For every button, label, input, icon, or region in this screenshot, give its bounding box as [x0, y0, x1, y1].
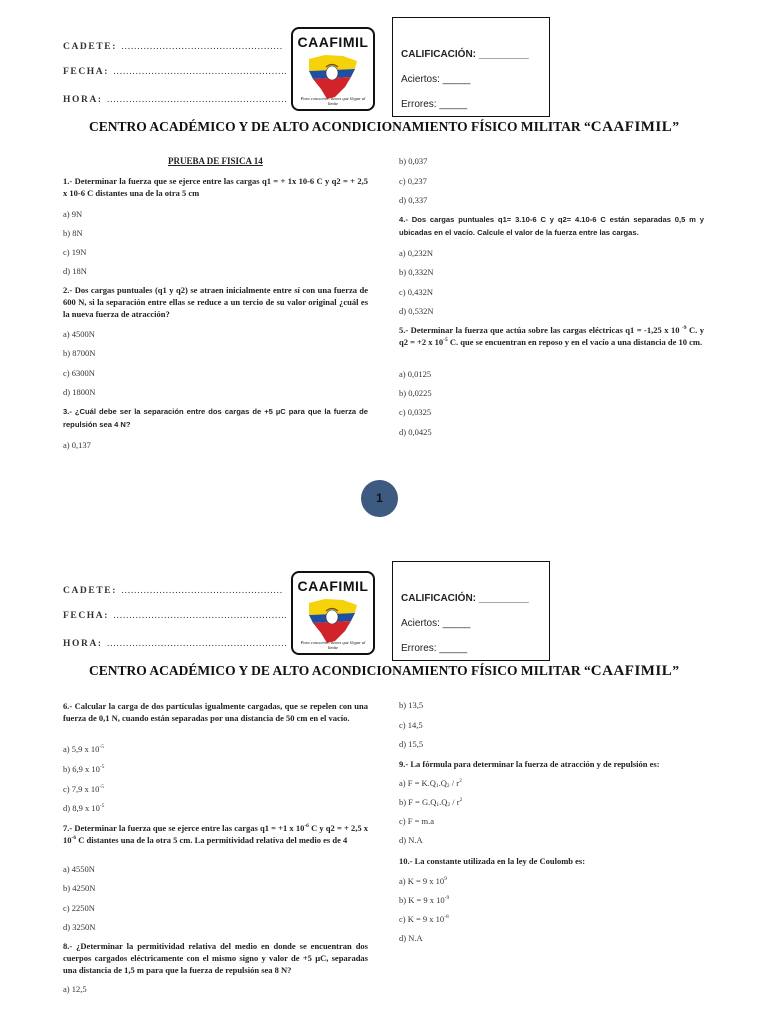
hora-dots: …………………………………………………	[106, 95, 288, 105]
fecha-label: FECHA:	[63, 611, 110, 621]
cadete-label: CADETE:	[63, 586, 117, 596]
question-3: 3.- ¿Cuál debe ser la separación entre dos cargas de +5 µC para que la fuerza de repulsión sea 4 N?	[63, 407, 368, 429]
q10-c-base: c) K = 9 x 10	[399, 914, 445, 924]
question-10: 10.- La constante utilizada en la ley de Coulomb es:	[399, 856, 586, 866]
q9-b-part: / r	[450, 797, 460, 807]
q2-option-b: b) 8700N	[63, 348, 96, 358]
hora-dots: …………………………………………………	[106, 639, 288, 649]
cadete-field	[63, 42, 282, 52]
q5-text-b: C. y q2 = +2 x 10	[399, 325, 704, 347]
question-2: 2.- Dos cargas puntuales (q1 y q2) se atraen inicialmente entre sí con una fuerza de 600 N, si la separación entre ellas se reduce a un tercio de su valor original ¿cuál es la nueva fuerza de atracción?	[63, 285, 368, 319]
hora-label: HORA:	[63, 95, 103, 105]
ecuador-map-icon	[305, 597, 361, 645]
caafimil-logo	[291, 27, 375, 111]
q4-option-c: c) 0,432N	[399, 287, 433, 297]
q5-option-c: c) 0,0325	[399, 407, 432, 417]
q8-option-a: a) 12,5	[63, 984, 87, 994]
q9-b-part: .Q	[439, 797, 448, 807]
q10-a-exp: 9	[444, 876, 447, 882]
q3-option-a: a) 0,137	[63, 440, 91, 450]
fecha-field	[63, 67, 286, 77]
question-7	[63, 822, 368, 846]
q10-a-base: a) K = 9 x 10	[399, 876, 445, 886]
q9-option-a	[399, 778, 462, 788]
q7-option-a: a) 4550N	[63, 864, 95, 874]
q4-option-a: a) 0,232N	[399, 248, 433, 258]
q9-b-sub1: 1	[436, 802, 440, 808]
q6-a-base: a) 5,9 x 10	[63, 744, 100, 754]
logo-text: CAAFIMIL	[297, 578, 369, 594]
logo-text: CAAFIMIL	[297, 34, 369, 50]
q6-option-d	[63, 803, 104, 813]
q6-d-base: d) 8,9 x 10	[63, 803, 100, 813]
calificacion-label: CALIFICACIÓN: _________	[401, 49, 529, 60]
q6-a-exp: -5	[99, 744, 104, 750]
q7-text-c: C distantes una de la otra 5 cm. La permitividad relativa del medio es de 4	[76, 835, 348, 845]
logo-slogan: Para conocerte, tienes que llegar al límite	[300, 96, 366, 106]
grade-box	[392, 17, 550, 117]
question-6: 6.- Calcular la carga de dos partículas igualmente cargadas, que se repelen con una fuerza de 0,1 N, cuando están separadas por una distancia de 50 cm en el vacío.	[63, 701, 368, 723]
q3-option-c: c) 0,237	[399, 176, 427, 186]
q2-option-c: c) 6300N	[63, 368, 95, 378]
q6-b-base: b) 6,9 x 10	[63, 764, 100, 774]
q7-option-c: c) 2250N	[63, 903, 95, 913]
page-title-2	[0, 663, 768, 680]
fecha-dots: ……………………………………………….	[113, 67, 287, 77]
q6-c-base: c) 7,9 x 10	[63, 784, 100, 794]
q6-option-b	[63, 764, 104, 774]
q5-option-d: d) 0,0425	[399, 427, 432, 437]
q5-option-b: b) 0,0225	[399, 388, 432, 398]
q2-option-a: a) 4500N	[63, 329, 95, 339]
q1-option-a: a) 9N	[63, 209, 83, 219]
q7-text-b: C y q2 = + 2,5 x 10	[63, 823, 368, 845]
aciertos-label: Aciertos: _____	[401, 618, 471, 629]
ecuador-map-icon	[305, 53, 361, 101]
q7-exp-a: -6	[304, 823, 309, 829]
caafimil-logo-2	[291, 571, 375, 655]
q9-a-sub2: 2	[446, 783, 450, 789]
q5-option-a: a) 0,0125	[399, 369, 432, 379]
q5-exp-b: -5	[443, 337, 448, 343]
q8-option-b: b) 13,5	[399, 700, 424, 710]
q9-b-part: b) F = G.Q	[399, 797, 437, 807]
q3-option-d: d) 0,337	[399, 195, 428, 205]
aciertos-label: Aciertos: _____	[401, 74, 471, 85]
question-8: 8.- ¿Determinar la permitividad relativa del medio en donde se encuentran dos cuerpos cargados eléctricamente con el mismo signo y valor de +5 µC, separadas una distancia de 1,5 m para que la fuerza de repulsión sea 8 N?	[63, 941, 368, 975]
q7-text-a: 7.- Determinar la fuerza que se ejerce entre las cargas q1 = +1 x 10	[63, 823, 305, 833]
page-title	[0, 119, 768, 136]
q10-b-base: b) K = 9 x 10	[399, 895, 445, 905]
q9-a-part: .Q	[438, 778, 447, 788]
title-name: CAAFIMIL	[590, 663, 673, 679]
q7-option-d: d) 3250N	[63, 922, 96, 932]
title-name: CAAFIMIL	[590, 119, 673, 135]
fecha-dots: ……………………………………………….	[113, 611, 287, 621]
hora-field	[63, 95, 287, 105]
q9-b-sub2: 2	[447, 802, 451, 808]
q1-option-b: b) 8N	[63, 228, 83, 238]
q9-b-exp: 2	[459, 797, 463, 803]
cadete-dots: ……………………………………………	[120, 586, 283, 596]
title-prefix: CENTRO ACADÉMICO Y DE ALTO ACONDICIONAMIENTO FÍSICO MILITAR “	[88, 119, 591, 134]
q6-option-a	[63, 744, 104, 754]
fecha-field-2	[63, 611, 286, 621]
q10-option-b	[399, 895, 449, 905]
question-5	[399, 324, 704, 348]
q5-text-c: C. que se encuentran en reposo y en el vacío a una distancia de 10 cm.	[447, 337, 703, 347]
q9-a-part: a) F = K.Q	[399, 778, 436, 788]
question-1: 1.- Determinar la fuerza que se ejerce entre las cargas q1 = + 1x 10-6 C y q2 = + 2,5 x 10-6 C distantes una de la otra 5 cm	[63, 176, 368, 198]
q9-a-sub1: 1	[435, 783, 439, 789]
q10-option-d: d) N.A	[399, 933, 423, 943]
grade-box-2	[392, 561, 550, 661]
q2-option-d: d) 1800N	[63, 387, 96, 397]
q6-b-exp: -5	[99, 764, 105, 770]
calificacion-label: CALIFICACIÓN: _________	[401, 593, 529, 604]
q8-option-d: d) 15,5	[399, 739, 424, 749]
errores-label: Errores: _____	[401, 643, 468, 654]
q9-a-part: / r	[449, 778, 460, 788]
q7-exp-b: -6	[71, 835, 77, 841]
q7-option-b: b) 4250N	[63, 883, 96, 893]
q10-option-c	[399, 914, 449, 924]
q10-b-exp: -9	[444, 895, 450, 901]
cadete-field-2	[63, 586, 282, 596]
q5-exp-a: -9	[681, 325, 687, 331]
q6-option-c	[63, 784, 104, 794]
q9-option-b	[399, 797, 462, 807]
q4-option-b: b) 0,332N	[399, 267, 434, 277]
test-subtitle: PRUEBA DE FISICA 14	[168, 156, 263, 166]
hora-label: HORA:	[63, 639, 103, 649]
errores-label: Errores: _____	[401, 99, 468, 110]
cadete-dots: ……………………………………………	[120, 42, 283, 52]
q9-option-c: c) F = m.a	[399, 816, 435, 826]
q1-option-d: d) 18N	[63, 266, 87, 276]
cadete-label: CADETE:	[63, 42, 117, 52]
question-4: 4.- Dos cargas puntuales q1= 3.10-6 C y q2= 4.10-6 C están separadas 0,5 m y ubicadas en el vacío. Calcule el valor de la fuerza entre las cargas.	[399, 215, 704, 237]
page-number-badge: 1	[361, 480, 398, 517]
q8-option-c: c) 14,5	[399, 720, 423, 730]
q3-option-b: b) 0,037	[399, 156, 428, 166]
q9-option-d: d) N.A	[399, 835, 423, 845]
q10-option-a	[399, 876, 447, 886]
q10-c-exp: -8	[444, 914, 449, 920]
q5-text-a: 5.- Determinar la fuerza que actúa sobre las cargas eléctricas q1 = -1,25 x 10	[399, 325, 682, 335]
title-prefix: CENTRO ACADÉMICO Y DE ALTO ACONDICIONAMIENTO FÍSICO MILITAR “	[88, 663, 591, 678]
q4-option-d: d) 0,532N	[399, 306, 434, 316]
hora-field-2	[63, 639, 287, 649]
logo-slogan: Para conocerte, tienes que llegar al límite	[300, 640, 366, 650]
q1-option-c: c) 19N	[63, 247, 87, 257]
fecha-label: FECHA:	[63, 67, 110, 77]
q6-d-exp: -5	[99, 803, 105, 809]
title-suffix: ”	[672, 119, 680, 134]
title-suffix: ”	[672, 663, 680, 678]
q6-c-exp: -5	[99, 784, 104, 790]
question-9: 9.- La fórmula para determinar la fuerza de atracción y de repulsión es:	[399, 759, 660, 769]
q9-a-exp: 2	[459, 778, 462, 784]
